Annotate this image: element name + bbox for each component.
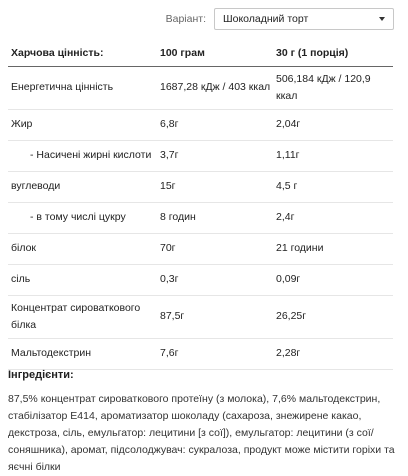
row-value-serving: 26,25г — [276, 295, 393, 338]
row-value-serving: 4,5 г — [276, 171, 393, 202]
row-value-100g: 3,7г — [160, 140, 276, 171]
table-row — [8, 338, 393, 369]
row-label: Мальтодекстрин — [8, 338, 160, 369]
ingredients-title: Інгредієнти: — [8, 369, 74, 381]
header-per-100g: 100 грам — [160, 44, 276, 66]
row-label: Концентрат сироваткового білка — [8, 295, 160, 338]
row-label: вуглеводи — [8, 171, 160, 202]
row-value-100g: 1687,28 кДж / 403 ккал — [160, 66, 276, 109]
variant-selected-value: Шоколадний торт — [223, 13, 309, 25]
row-value-serving: 2,28г — [276, 338, 393, 369]
row-value-serving: 1,11г — [276, 140, 393, 171]
row-label: білок — [8, 233, 160, 264]
row-value-serving: 506,184 кДж / 120,9 ккал — [276, 66, 393, 109]
row-label: Енергетична цінність — [8, 66, 160, 109]
row-value-serving: 21 години — [276, 233, 393, 264]
table-row — [8, 233, 393, 264]
row-label: - Насичені жирні кислоти — [8, 140, 160, 171]
table-row — [8, 66, 393, 109]
row-label: - в тому числі цукру — [8, 202, 160, 233]
row-value-100g: 70г — [160, 233, 276, 264]
row-value-100g: 7,6г — [160, 338, 276, 369]
table-row — [8, 109, 393, 140]
row-value-serving: 2,04г — [276, 109, 393, 140]
variant-selector — [166, 8, 394, 30]
variant-dropdown[interactable] — [214, 8, 394, 30]
table-row — [8, 295, 393, 338]
header-nutrition: Харчова цінність: — [8, 44, 160, 66]
row-value-serving: 2,4г — [276, 202, 393, 233]
table-row — [8, 140, 393, 171]
row-value-100g: 0,3г — [160, 264, 276, 295]
ingredients-section — [8, 369, 400, 476]
table-header-row — [8, 44, 393, 66]
table-row — [8, 171, 393, 202]
ingredients-text: 87,5% концентрат сироваткового протеїну (з молока), 7,6% мальтодекстрин, стабілізатор E414, ароматизатор шоколаду (сахароза, знежирене какао, декстроза, сіль, емульгатор: лецитини [з сої]), емульгатор: лецитини (з сої/соняшника), аромат, підсолоджувач: сукралоза, продукт може містити горіхи та яєчні білки — [8, 393, 395, 473]
table-row — [8, 202, 393, 233]
header-per-serving: 30 г (1 порція) — [276, 44, 393, 66]
row-value-100g: 87,5г — [160, 295, 276, 338]
nutrition-table — [8, 44, 393, 370]
row-value-100g: 8 годин — [160, 202, 276, 233]
row-value-100g: 6,8г — [160, 109, 276, 140]
row-value-serving: 0,09г — [276, 264, 393, 295]
row-value-100g: 15г — [160, 171, 276, 202]
row-label: сіль — [8, 264, 160, 295]
table-row — [8, 264, 393, 295]
variant-label: Варіант: — [165, 13, 206, 25]
chevron-down-icon — [379, 17, 385, 21]
row-label: Жир — [8, 109, 160, 140]
